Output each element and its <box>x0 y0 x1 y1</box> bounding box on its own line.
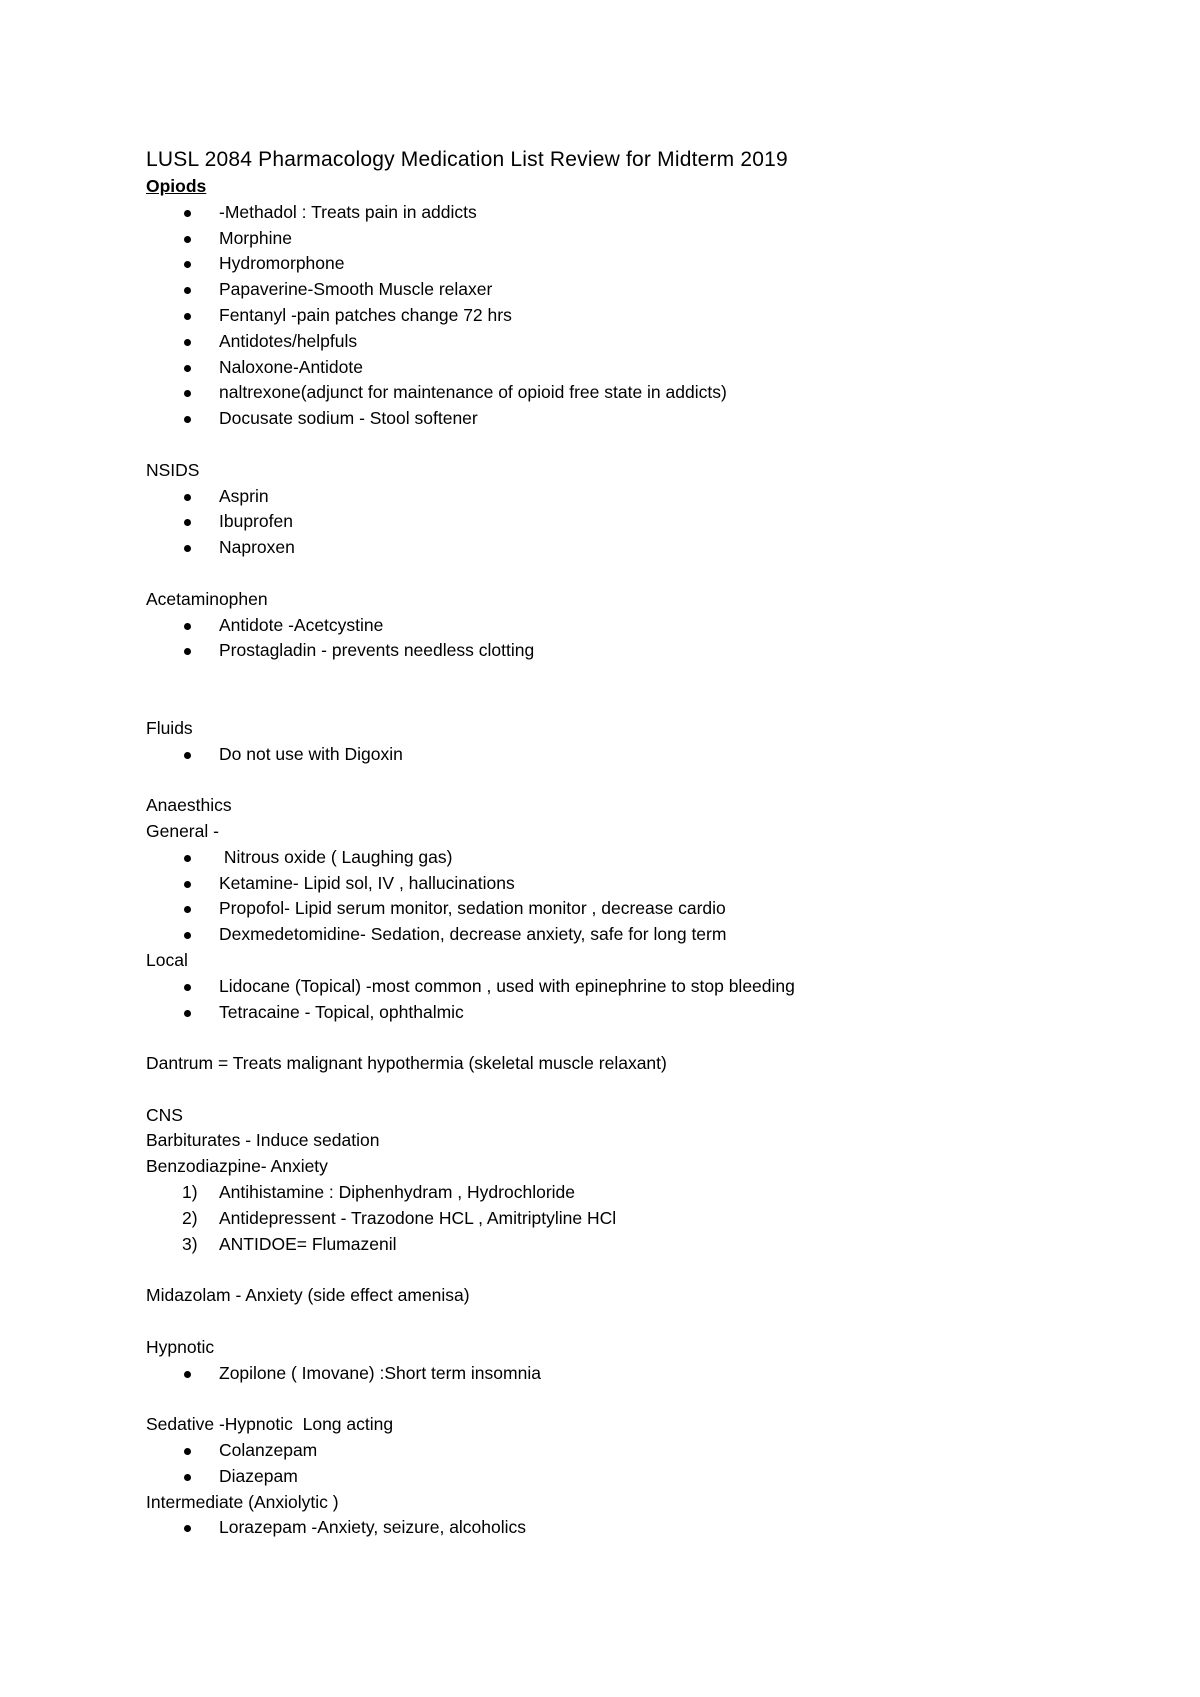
bullet-icon <box>184 623 191 630</box>
bullet-icon <box>184 1474 191 1481</box>
bullet-icon <box>184 416 191 423</box>
list-item: Papaverine-Smooth Muscle relaxer <box>146 277 1126 303</box>
bullet-icon <box>184 752 191 759</box>
list-item: Prostagladin - prevents needless clotting <box>146 638 1126 664</box>
list-item: Ketamine- Lipid sol, IV , hallucinations <box>146 871 1126 897</box>
list-item: Dexmedetomidine- Sedation, decrease anxiety, safe for long term <box>146 922 1126 948</box>
list-fluids <box>146 742 1126 768</box>
list-item: Diazepam <box>146 1464 1126 1490</box>
list-item: Tetracaine - Topical, ophthalmic <box>146 1000 1126 1026</box>
section-heading-cns: CNS <box>146 1104 183 1125</box>
list-sedative-long-acting <box>146 1438 1126 1490</box>
list-number: 2) <box>182 1207 198 1228</box>
document-title: LUSL 2084 Pharmacology Medication List Review for Midterm 2019 <box>146 148 788 171</box>
section-heading-sedative-hypnotic: Sedative -Hypnotic Long acting <box>146 1414 394 1435</box>
list-item: Docusate sodium - Stool softener <box>146 406 1126 432</box>
list-acetaminophen <box>146 613 1126 665</box>
section-heading-opioids: Opiods <box>146 176 207 196</box>
bullet-icon <box>184 906 191 913</box>
list-item: Do not use with Digoxin <box>146 742 1126 768</box>
section-heading-anaesthics: Anaesthics <box>146 795 232 816</box>
list-number: 1) <box>182 1182 198 1203</box>
benzodiazepine-note: Benzodiazpine- Anxiety <box>146 1156 328 1177</box>
bullet-icon <box>184 881 191 888</box>
list-item: Antidotes/helpfuls <box>146 329 1126 355</box>
bullet-icon <box>184 1010 191 1017</box>
list-item: 2) Antidepressent - Trazodone HCL , Amitriptyline HCl <box>146 1206 1126 1232</box>
list-item: Asprin <box>146 484 1126 510</box>
bullet-icon <box>184 1371 191 1378</box>
bullet-icon <box>184 236 191 243</box>
bullet-icon <box>184 287 191 294</box>
bullet-icon <box>184 855 191 862</box>
bullet-icon <box>184 1525 191 1532</box>
list-item: Nitrous oxide ( Laughing gas) <box>146 845 1126 871</box>
list-number: 3) <box>182 1233 198 1254</box>
subheading-general: General - <box>146 820 219 841</box>
list-item: Propofol- Lipid serum monitor, sedation monitor , decrease cardio <box>146 896 1126 922</box>
bullet-icon <box>184 932 191 939</box>
bullet-icon <box>184 339 191 346</box>
list-item: -Methadol : Treats pain in addicts <box>146 200 1126 226</box>
document-page <box>146 146 1126 1541</box>
list-item: Colanzepam <box>146 1438 1126 1464</box>
list-local-anaesthics <box>146 974 1126 1026</box>
list-sedative-intermediate <box>146 1515 1126 1541</box>
list-item: 1) Antihistamine : Diphenhydram , Hydrochloride <box>146 1180 1126 1206</box>
bullet-icon <box>184 313 191 320</box>
list-item: Morphine <box>146 226 1126 252</box>
subheading-intermediate: Intermediate (Anxiolytic ) <box>146 1491 339 1512</box>
list-item: Ibuprofen <box>146 509 1126 535</box>
section-heading-acetaminophen: Acetaminophen <box>146 588 268 609</box>
section-heading-fluids: Fluids <box>146 717 193 738</box>
list-item: Lorazepam -Anxiety, seizure, alcoholics <box>146 1515 1126 1541</box>
list-item: Lidocane (Topical) -most common , used with epinephrine to stop bleeding <box>146 974 1126 1000</box>
list-hypnotic <box>146 1361 1126 1387</box>
list-item: naltrexone(adjunct for maintenance of opioid free state in addicts) <box>146 380 1126 406</box>
bullet-icon <box>184 261 191 268</box>
bullet-icon <box>184 545 191 552</box>
bullet-icon <box>184 390 191 397</box>
bullet-icon <box>184 519 191 526</box>
list-opioids <box>146 200 1126 432</box>
list-item: 3) ANTIDOE= Flumazenil <box>146 1232 1126 1258</box>
section-heading-hypnotic: Hypnotic <box>146 1336 215 1357</box>
bullet-icon <box>184 648 191 655</box>
list-item: Antidote -Acetcystine <box>146 613 1126 639</box>
bullet-icon <box>184 494 191 501</box>
list-item: Naproxen <box>146 535 1126 561</box>
list-item: Hydromorphone <box>146 251 1126 277</box>
list-item: Naloxone-Antidote <box>146 355 1126 381</box>
bullet-icon <box>184 984 191 991</box>
list-general-anaesthics <box>146 845 1126 948</box>
section-heading-nsids: NSIDS <box>146 459 200 480</box>
barbiturates-note: Barbiturates - Induce sedation <box>146 1130 380 1151</box>
list-item: Fentanyl -pain patches change 72 hrs <box>146 303 1126 329</box>
bullet-icon <box>184 365 191 372</box>
list-item: Zopilone ( Imovane) :Short term insomnia <box>146 1361 1126 1387</box>
bullet-icon <box>184 1448 191 1455</box>
subheading-local: Local <box>146 949 188 970</box>
dantrum-note: Dantrum = Treats malignant hypothermia (skeletal muscle relaxant) <box>146 1053 667 1074</box>
list-nsids <box>146 484 1126 561</box>
numbered-list-cns <box>146 1180 1126 1257</box>
bullet-icon <box>184 210 191 217</box>
midazolam-note: Midazolam - Anxiety (side effect amenisa) <box>146 1285 470 1306</box>
